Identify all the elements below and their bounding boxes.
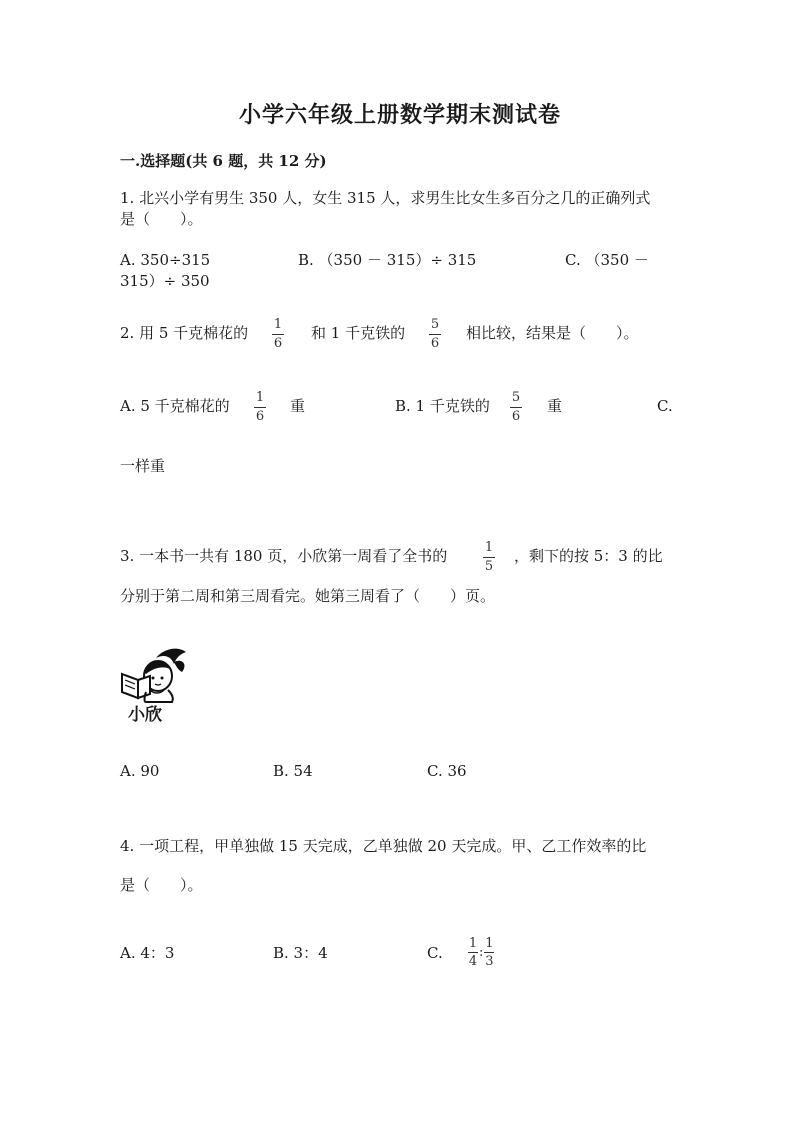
- ratio-colon: :: [479, 945, 484, 960]
- section-heading: 一.选择题(共 6 题，共 12 分): [120, 152, 327, 170]
- fraction-numerator: 1: [485, 936, 494, 951]
- fraction-denominator: 6: [255, 409, 265, 424]
- q4-stem-line2: 是（ ）。: [120, 876, 203, 894]
- q2-stem-part1: 2. 用 5 千克棉花的: [120, 324, 249, 342]
- fraction-numerator: 1: [273, 317, 283, 332]
- q1-option-b: B. （350 － 315）÷ 315: [298, 251, 477, 269]
- q4-stem-line1: 4. 一项工程，甲单独做 15 天完成，乙单独做 20 天完成。甲、乙工作效率的比: [120, 837, 647, 855]
- q4-option-b: B. 3：4: [273, 944, 328, 962]
- q2-option-a-fraction: [254, 391, 266, 424]
- fraction-bar: [254, 407, 266, 408]
- q2-option-a-suffix: 重: [290, 397, 306, 415]
- q1-option-c-line1: C. （350 －: [565, 251, 649, 269]
- q3-option-c: C. 36: [427, 762, 467, 780]
- fraction-numerator: 1: [468, 936, 478, 951]
- q2-option-c-label: C.: [657, 397, 673, 415]
- fraction-numerator: 5: [511, 390, 521, 405]
- fraction-bar: [272, 334, 284, 335]
- q1-stem-line2: 是（ ）。: [120, 210, 203, 228]
- q3-fraction: [483, 541, 495, 574]
- illustration-caption: 小欣: [128, 705, 162, 725]
- q2-fraction-1: [272, 318, 284, 351]
- q1-option-a: A. 350÷315: [120, 251, 211, 269]
- fraction-denominator: 6: [273, 336, 283, 351]
- fraction-denominator: 5: [484, 559, 494, 574]
- q3-stem-line2: 分别于第二周和第三周看完。她第三周看了（ ）页。: [120, 587, 496, 605]
- page-title: 小学六年级上册数学期末测试卷: [238, 102, 561, 128]
- q4-option-c-ratio: [468, 937, 494, 968]
- q2-option-b-suffix: 重: [547, 397, 563, 415]
- q2-option-c-text: 一样重: [120, 457, 166, 475]
- ratio-fraction-2: [484, 937, 494, 968]
- fraction-denominator: 4: [468, 954, 478, 969]
- q2-option-a: A. 5 千克棉花的: [120, 397, 230, 415]
- fraction-bar: [429, 334, 441, 335]
- fraction-denominator: 6: [511, 409, 521, 424]
- fraction-bar: [484, 952, 494, 953]
- q2-stem-part2: 和 1 千克铁的: [311, 324, 406, 342]
- fraction-numerator: 1: [484, 540, 494, 555]
- q3-option-b: B. 54: [273, 762, 313, 780]
- q4-option-a: A. 4：3: [120, 944, 175, 962]
- fraction-numerator: 5: [430, 317, 440, 332]
- q2-option-b: B. 1 千克铁的: [395, 397, 490, 415]
- q2-fraction-2: [429, 318, 441, 351]
- q2-stem-part3: 相比较，结果是（ ）。: [466, 324, 639, 342]
- q1-option-c-line2: 315）÷ 350: [120, 272, 210, 290]
- fraction-bar: [483, 557, 495, 558]
- fraction-bar: [510, 407, 522, 408]
- q4-option-c-label: C.: [427, 944, 443, 962]
- fraction-denominator: 6: [430, 336, 440, 351]
- q2-option-b-fraction: [510, 391, 522, 424]
- ratio-fraction-1: [468, 937, 478, 968]
- q3-option-a: A. 90: [120, 762, 160, 780]
- q3-stem-part2: ，剩下的按 5：3 的比: [514, 547, 663, 565]
- fraction-numerator: 1: [255, 390, 265, 405]
- fraction-denominator: 3: [485, 954, 494, 969]
- q1-stem-line1: 1. 北兴小学有男生 350 人，女生 315 人，求男生比女生多百分之几的正确列式: [120, 189, 651, 207]
- fraction-bar: [468, 952, 478, 953]
- q3-stem-part1: 3. 一本书一共有 180 页，小欣第一周看了全书的: [120, 547, 448, 565]
